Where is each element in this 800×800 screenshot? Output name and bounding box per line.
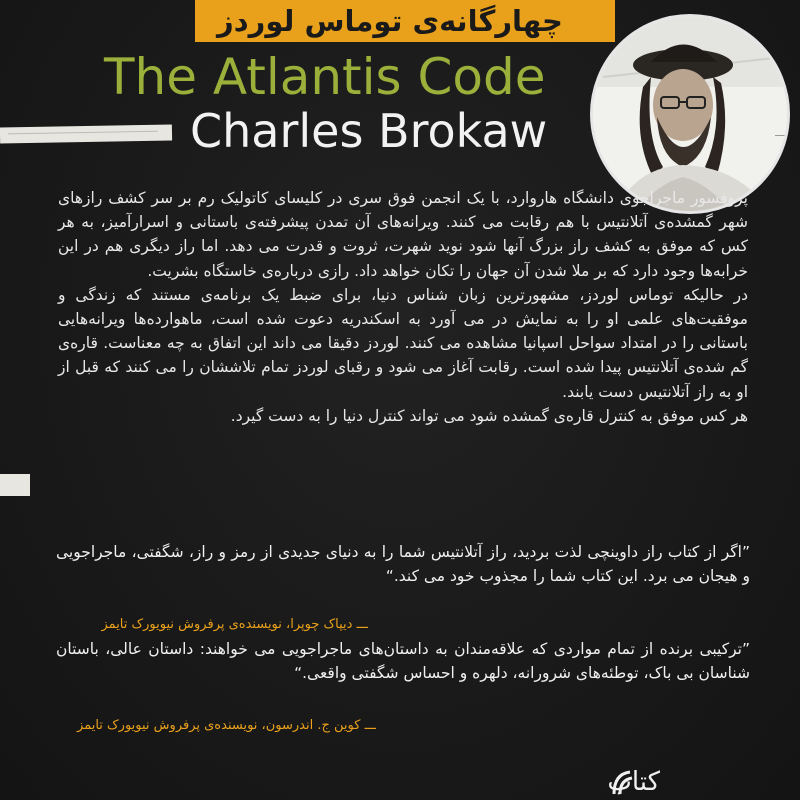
- photo-line: [775, 135, 787, 136]
- review-quote: ”ترکیبی برنده از تمام مواردی که علاقه‌مندان به داستان‌های ماجراجویی می خواهند: داستان عالی، باستان شناسان بی باک، توطئه‌های شرورانه، دلهره و احساس شگفتی واقعی.“: [56, 640, 750, 682]
- publisher-logo: کتاب: [607, 767, 660, 797]
- quote-credit: ـــ دیپاک چوپرا، نویسنده‌ی پرفروش نیویورک تایمز: [101, 617, 368, 632]
- review-quote: ”اگر از کتاب راز داوینچی لذت بردید، راز آتلانتیس شما را به دنیای جدیدی از رمز و راز، شگفتی، ماجراجویی و هیجان می برد. این کتاب شما را مجذوب خود می کند.“: [56, 543, 750, 585]
- torn-paper-strip: [0, 125, 172, 144]
- blurb-paragraph: هر کس موفق به کنترل قاره‌ی گمشده شود می تواند کنترل دنیا را به دست گیرد.: [230, 406, 748, 425]
- series-title: چهارگانه‌ی توماس لوردز: [217, 4, 563, 38]
- author-portrait-illustration: [593, 17, 790, 214]
- blurb-paragraph: پروفسور ماجراجوی دانشگاه هاروارد، با یک انجمن فوق سری در کلیسای کاتولیک رم بر سر کشف رازهای شهر گمشده‌ی آتلانتیس با هم رقابت می کنند. ویرانه‌های آن تمدن پیشرفته‌ی باستانی و اسرارآمیز، به هر کس که موفق به کشف راز بزرگ آنها شود نوید شهرت، ثروت و قدرت می دهد. اما راز دیگری هم در این خرابه‌ها وجود دارد که بر ملا شدن آن جهان را تکان خواهد داد. رازی درباره‌ی خاستگاه بشریت.: [58, 189, 748, 280]
- blurb-paragraph: در حالیکه توماس لوردز، مشهورترین زبان شناس دنیا، برای ضبط یک برنامه‌ی مستند که زندگی و موفقیت‌های علمی او را به نمایش در می آورد به اسکندریه دعوت شده است، ماهوارده‌ها ویرانه‌هایی باستانی را در امتداد سواحل اسپانیا مشاهده می کنند. لوردز دقیقا می داند این اتفاق به چه معناست. قاره‌ی گم شده‌ی آتلانتیس پیدا شده است. رقابت آغاز می شود و رقبای لوردز تمام تلاششان را می کنند که قبل از او به راز آتلانتیس دست یابند.: [58, 285, 748, 401]
- torn-paper-scrap: [0, 474, 30, 496]
- blurb-text: [58, 186, 748, 428]
- author-photo: [590, 14, 790, 214]
- book-title: The Atlantis Code: [104, 48, 546, 106]
- quote-credit: ـــ کوین ج. اندرسون، نویسنده‌ی پرفروش نیویورک تایمز: [77, 718, 376, 733]
- author-name: Charles Brokaw: [190, 104, 548, 158]
